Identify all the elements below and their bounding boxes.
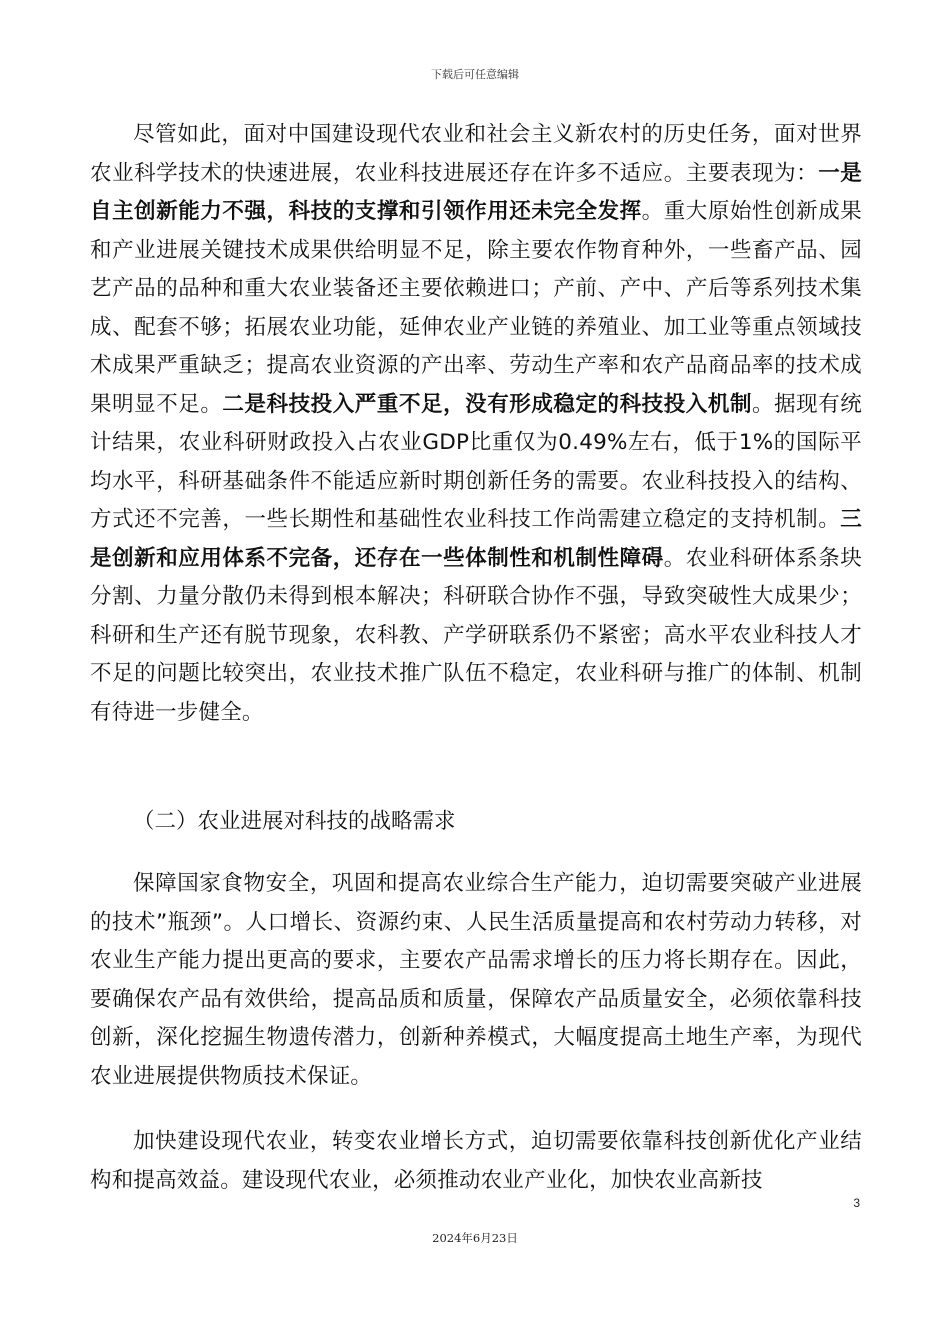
paragraph-deficiencies xyxy=(90,116,862,732)
body-block-1 xyxy=(90,116,862,732)
emphasis-point-3: 三是创新和应用体系不完备，还存在一些体制性和机制性障碍 xyxy=(90,507,862,571)
paragraph-text: 。农业科研体系条块分割、力量分散仍未得到根本解决；科研联合协作不强，导致突破性大成果少；科研和生产还有脱节现象，农科教、产学研联系仍不紧密；高水平农业科技人才不足的问题比较突出，农业技术推广队伍不稳定，农业科研与推广的体制、机制有待进一步健全。 xyxy=(90,545,862,725)
paragraph-modern-agriculture: 加快建设现代农业，转变农业增长方式，迫切需要依靠科技创新优化产业结构和提高效益。建设现代农业，必须推动农业产业化，加快农业高新技 xyxy=(90,1129,862,1193)
page-footer-date: 2024年6月23日 xyxy=(432,1231,518,1245)
emphasis-point-1: 一是自主创新能力不强，科技的支撑和引领作用还未完全发挥 xyxy=(90,160,863,224)
body-block-3 xyxy=(90,1123,862,1200)
paragraph-food-security: 保障国家食物安全，巩固和提高农业综合生产能力，迫切需要突破产业进展的技术”瓶颈”。人口增长、资源约束、人民生活质量提高和农村劳动力转移，对农业生产能力提出更高的要求，主要农产品需求增长的压力将长期存在。因此，要确保农产品有效供给，提高品质和质量，保障农产品质量安全，必须依靠科技创新，深化挖掘生物遗传潜力，创新种养模式，大幅度提高土地生产率，为现代农业进展提供物质技术保证。 xyxy=(90,871,862,1089)
paragraph-text: 尽管如此，面对中国建设现代农业和社会主义新农村的历史任务，面对世界农业科学技术的快速进展，农业科技进展还存在许多不适应。主要表现为： xyxy=(90,122,862,186)
body-block-2 xyxy=(90,865,862,1096)
section-heading: （二）农业进展对科技的战略需求 xyxy=(133,809,456,834)
emphasis-point-2: 二是科技投入严重不足，没有形成稳定的科技投入机制 xyxy=(222,391,753,417)
page-number: 3 xyxy=(853,1196,860,1210)
paragraph-text: 。据现有统计结果，农业科研财政投入占农业GDP比重仅为0.49%左右，低于1%的国际平均水平，科研基础条件不能适应新时期创新任务的需要。农业科技投入的结构、方式还不完善，一些长期性和基础性农业科技工作尚需建立稳定的支持机制。 xyxy=(90,391,862,532)
paragraph-text: 。重大原始性创新成果和产业进展关键技术成果供给明显不足，除主要农作物育种外，一些畜产品、园艺产品的品种和重大农业装备还主要依赖进口；产前、产中、产后等系列技术集成、配套不够；拓展农业功能，延伸农业产业链的养殖业、加工业等重点领域技术成果严重缺乏；提高农业资源的产出率、劳动生产率和农产品商品率的技术成果明显不足。 xyxy=(90,199,862,417)
page-header-note: 下载后可任意编辑 xyxy=(431,68,519,81)
